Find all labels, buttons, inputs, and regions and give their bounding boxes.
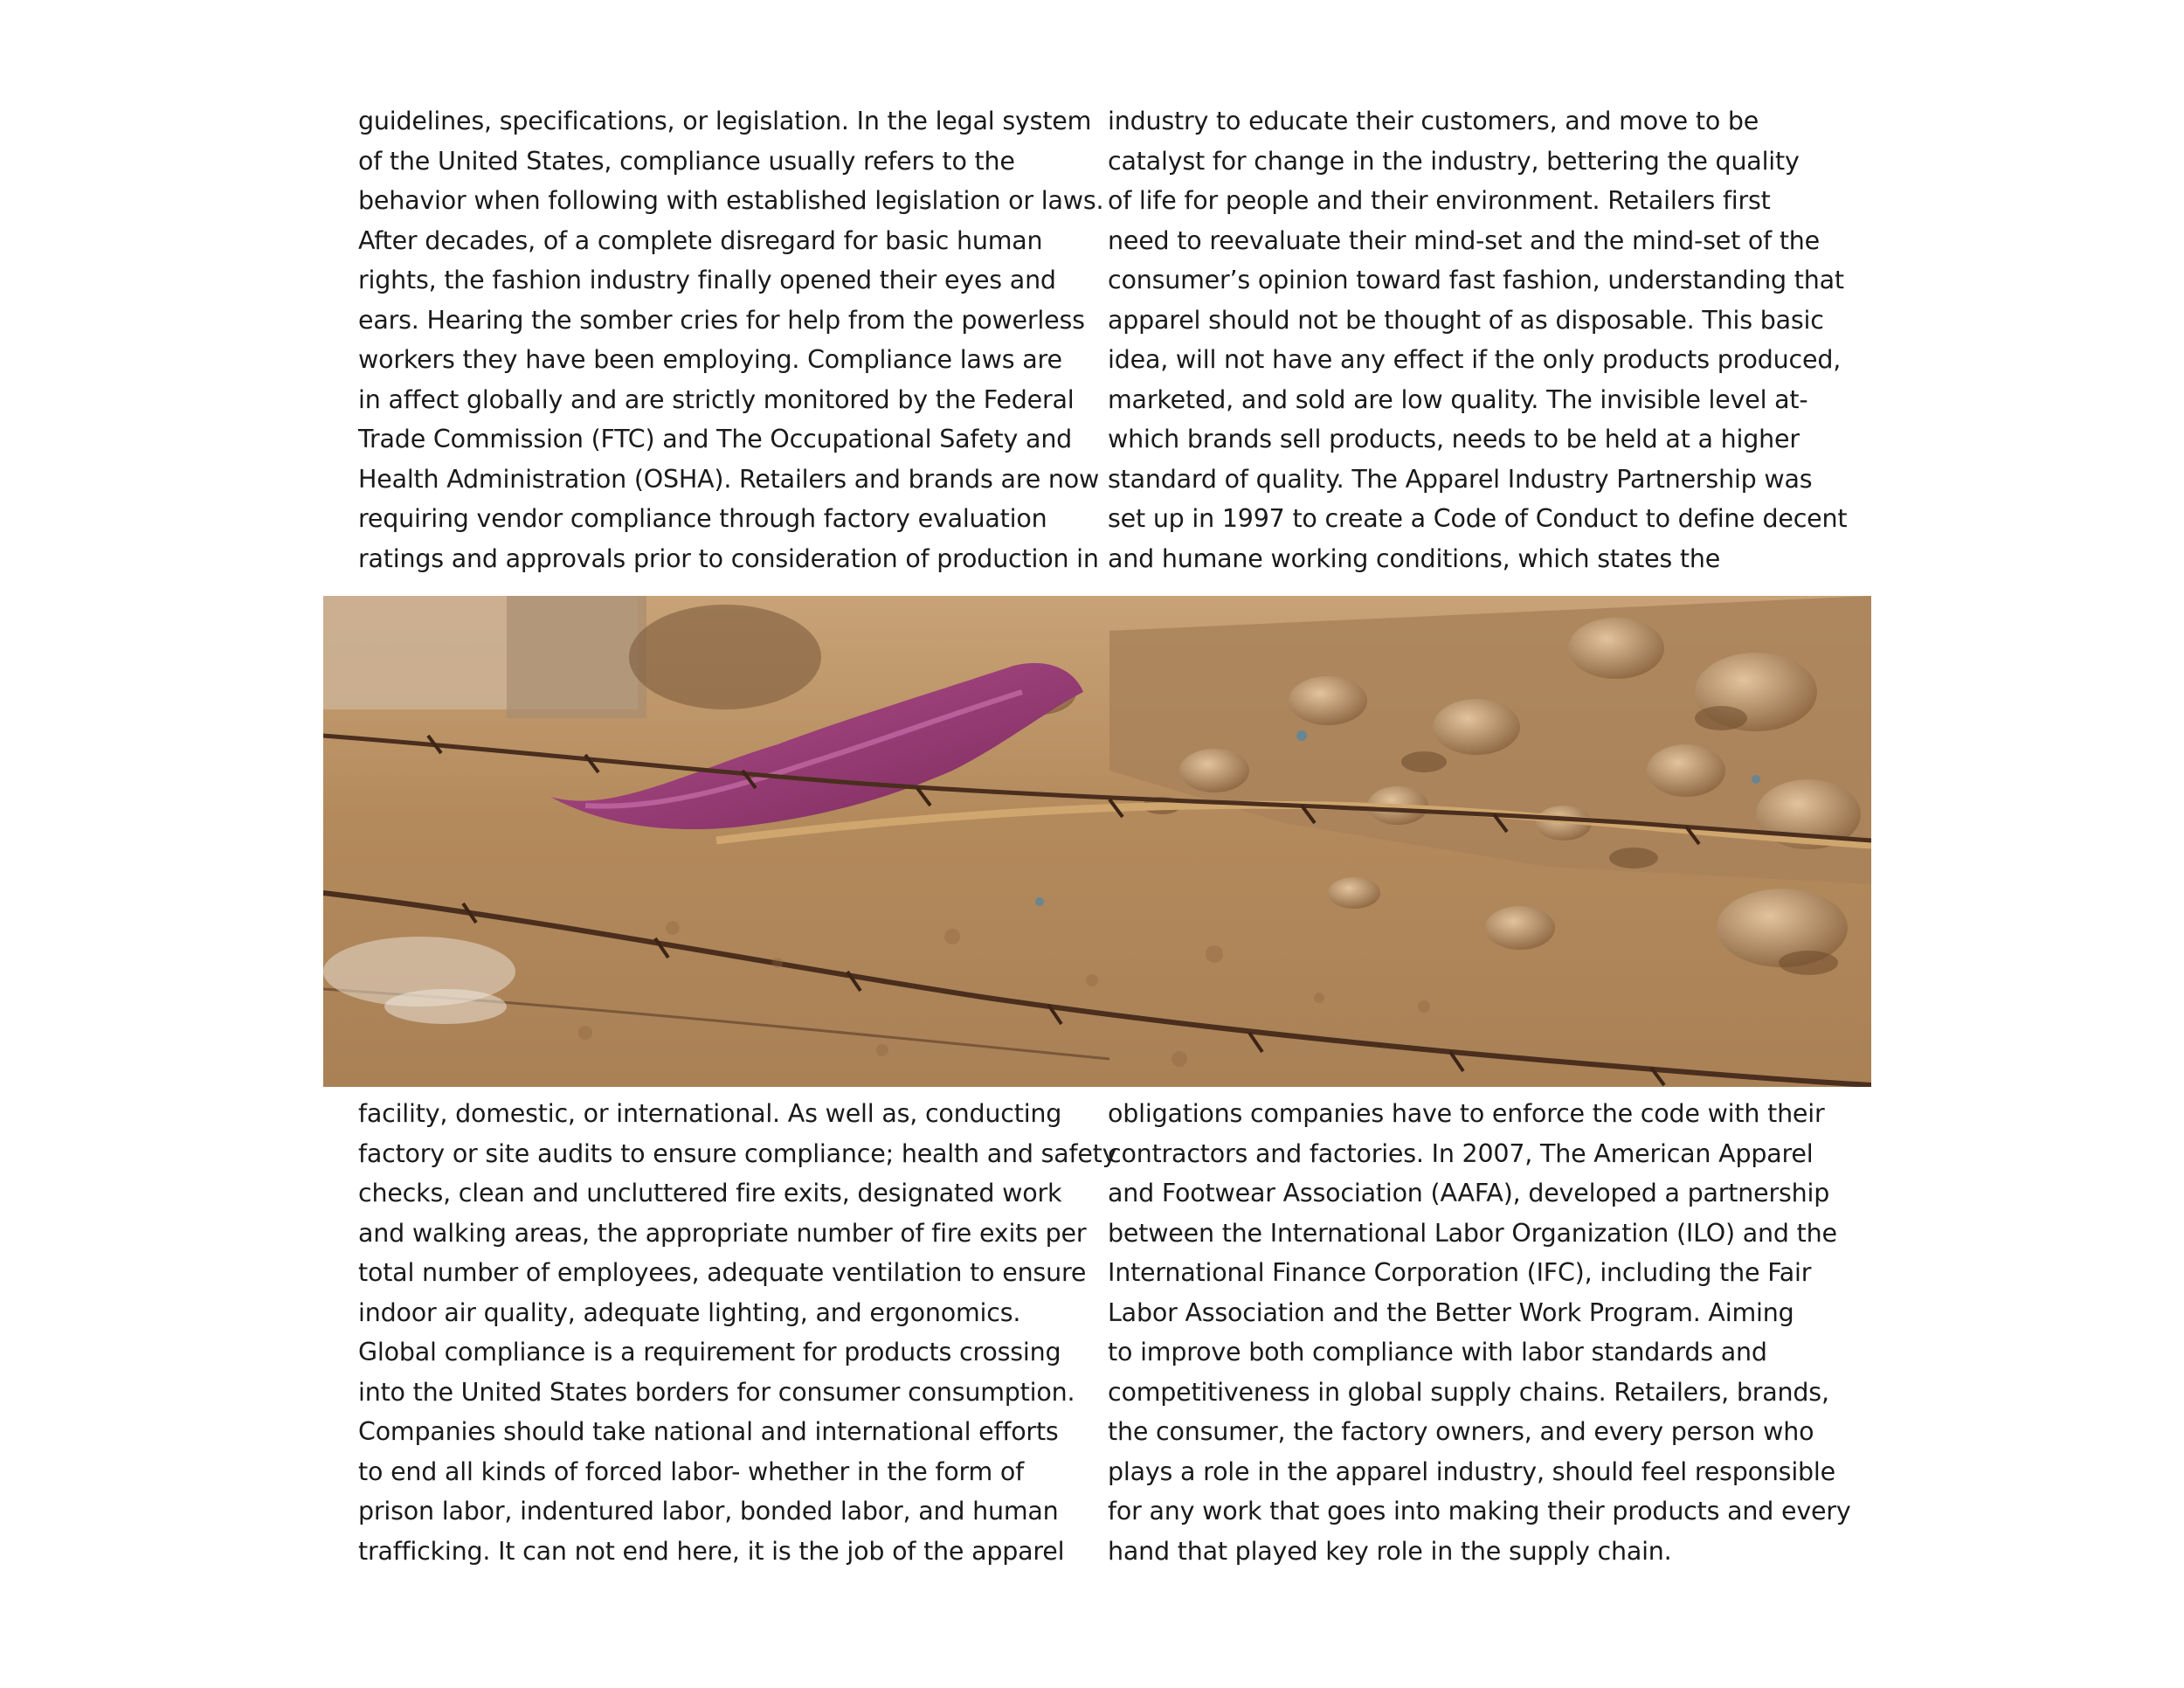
text-line: guidelines, specifications, or legislation. In the legal system: [358, 107, 1092, 135]
text-line: trafficking. It can not end here, it is the job of the apparel: [358, 1536, 1065, 1566]
text-line: competitiveness in global supply chains. Retailers, brands,: [1108, 1377, 1829, 1407]
text-line: hand that played key role in the supply chain.: [1108, 1536, 1672, 1566]
text-line: industry to educate their customers, and move to be: [1108, 107, 1759, 135]
text-line: International Finance Corporation (IFC), including the Fair: [1108, 1258, 1812, 1287]
text-line: requiring vendor compliance through factory evaluation: [358, 504, 1047, 533]
text-line: need to reevaluate their mind-set and the mind-set of the: [1108, 225, 1821, 255]
text-line: obligations companies have to enforce the code with their: [1108, 1099, 1825, 1128]
text-line: of the United States, compliance usually refers to the: [358, 146, 1015, 176]
text-line: idea, will not have any effect if the only products produced,: [1108, 345, 1842, 374]
text-line: indoor air quality, adequate lighting, and ergonomics.: [358, 1297, 1021, 1327]
text-column-bottom-right: [1108, 1094, 1859, 1571]
text-line: contractors and factories. In 2007, The American Apparel: [1108, 1138, 1814, 1168]
text-line: apparel should not be thought of as disposable. This basic: [1108, 305, 1824, 335]
text-line: Global compliance is a requirement for products crossing: [358, 1338, 1061, 1366]
text-line: into the United States borders for consumer consumption.: [358, 1377, 1075, 1407]
text-line: workers they have been employing. Compliance laws are: [358, 345, 1062, 374]
text-line: checks, clean and uncluttered fire exits, designated work: [358, 1179, 1062, 1207]
text-column-bottom-left: [358, 1094, 1117, 1571]
text-line: which brands sell products, needs to be held at a higher: [1108, 425, 1800, 453]
text-line: Companies should take national and international efforts: [358, 1417, 1059, 1446]
text-line: facility, domestic, or international. As well as, conducting: [358, 1099, 1062, 1128]
text-line: set up in 1997 to create a Code of Conduct to define decent: [1108, 504, 1848, 533]
text-line: of life for people and their environment. Retailers first: [1108, 186, 1771, 215]
text-line: rights, the fashion industry finally opened their eyes and: [358, 266, 1056, 294]
text-line: Trade Commission (FTC) and The Occupational Safety and: [358, 425, 1073, 453]
text-line: to improve both compliance with labor standards and: [1108, 1338, 1767, 1366]
text-line: and walking areas, the appropriate number of fire exits per: [358, 1218, 1087, 1248]
text-line: Health Administration (OSHA). Retailers and brands are now: [358, 464, 1100, 494]
text-line: Labor Association and the Better Work Program. Aiming: [1108, 1297, 1794, 1327]
text-line: consumer’s opinion toward fast fashion, understanding that: [1108, 266, 1844, 294]
text-line: and Footwear Association (AAFA), developed a partnership: [1108, 1179, 1830, 1207]
text-line: between the International Labor Organization (ILO) and the: [1108, 1218, 1837, 1248]
text-line: plays a role in the apparel industry, should feel responsible: [1108, 1456, 1835, 1486]
text-line: ears. Hearing the somber cries for help from the powerless: [358, 305, 1085, 335]
text-line: total number of employees, adequate ventilation to ensure: [358, 1258, 1087, 1287]
text-column-top-right: [1108, 101, 1859, 578]
text-line: standard of quality. The Apparel Industry Partnership was: [1108, 464, 1813, 494]
text-line: and humane working conditions, which states the: [1108, 543, 1721, 573]
text-line: marketed, and sold are low quality. The invisible level at-: [1108, 384, 1808, 414]
text-line: prison labor, indentured labor, bonded labor, and human: [358, 1497, 1059, 1525]
text-line: to end all kinds of forced labor- whether in the form of: [358, 1456, 1024, 1486]
text-line: catalyst for change in the industry, bettering the quality: [1108, 146, 1800, 176]
photo-illustration: [323, 596, 1871, 1087]
rubble-barbed-wire-photo: [323, 596, 1871, 1087]
text-line: behavior when following with established legislation or laws.: [358, 186, 1104, 215]
text-line: for any work that goes into making their products and every: [1108, 1497, 1851, 1525]
text-column-top-left: [358, 101, 1109, 578]
text-line: After decades, of a complete disregard for basic human: [358, 225, 1043, 255]
text-line: factory or site audits to ensure compliance; health and safety: [358, 1138, 1117, 1168]
text-line: ratings and approvals prior to consideration of production in: [358, 543, 1099, 573]
text-line: the consumer, the factory owners, and every person who: [1108, 1417, 1814, 1446]
text-line: in affect globally and are strictly monitored by the Federal: [358, 384, 1075, 414]
